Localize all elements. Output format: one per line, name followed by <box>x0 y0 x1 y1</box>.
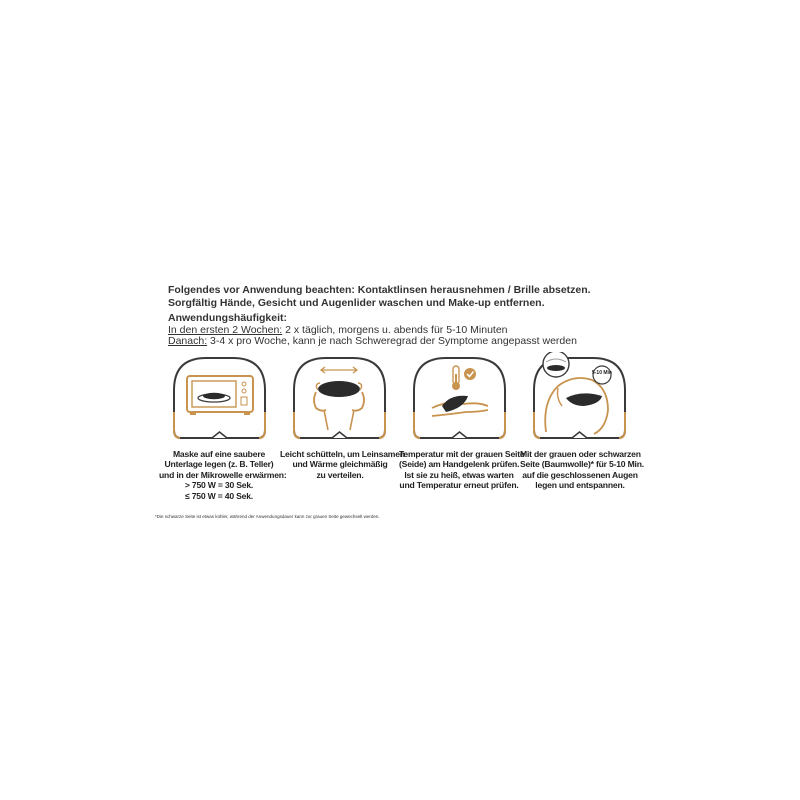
timer-badge-label: 5-10 Min <box>591 370 613 376</box>
step-1-card <box>168 352 271 442</box>
step-2-line-2: und Wärme gleichmäßig <box>292 459 388 470</box>
intro-line-1: Folgendes vor Anwendung beachten: Kontaktlinsen herausnehmen / Brille absetzen. <box>168 284 591 296</box>
step-2-caption <box>280 449 405 480</box>
microwave-icon <box>168 352 271 442</box>
step-4-caption <box>520 449 644 491</box>
step-4-line-2: Seite (Baumwolle)* für 5-10 Min. <box>520 459 644 470</box>
intro-section <box>168 284 648 310</box>
step-1-line-5: ≤ 750 W = 40 Sek. <box>185 490 253 501</box>
frequency-row-1-text: 2 x täglich, morgens u. abends für 5-10 Minuten <box>282 323 508 336</box>
step-3-line-1: Temperatur mit der grauen Seite <box>399 449 525 459</box>
footnote: *Die schwarze Seite ist etwas kühler, während der Anwendungsdauer kann zur grauen Seite gewechselt werden. <box>155 514 380 519</box>
step-1-line-2: Unterlage legen (z. B. Teller) <box>164 459 274 470</box>
shake-mask-icon <box>288 352 391 442</box>
step-3-line-3: Ist sie zu heiß, etwas warten <box>404 469 514 480</box>
frequency-heading: Anwendungshäufigkeit: <box>168 312 287 324</box>
frequency-row-2-label: Danach: <box>168 335 208 347</box>
step-3-card <box>408 352 511 442</box>
step-3-caption <box>399 449 525 491</box>
step-2-line-3: zu verteilen. <box>316 469 364 480</box>
step-1-line-1: Maske auf eine saubere <box>172 449 266 459</box>
step-1-caption <box>159 449 287 501</box>
step-1-line-4: > 750 W = 30 Sek. <box>184 480 254 491</box>
step-1-line-3: und in der Mikrowelle erwärmen: <box>159 469 287 480</box>
step-4-card <box>528 352 631 442</box>
step-2-line-1: Leicht schütteln, um Leinsamen <box>280 449 405 459</box>
step-4-line-4: legen und entspannen. <box>535 480 625 491</box>
frequency-section <box>168 313 648 348</box>
step-3-line-2: (Seide) am Handgelenk prüfen. <box>399 459 520 470</box>
step-2-card <box>288 352 391 442</box>
step-4-line-1: Mit der grauen oder schwarzen <box>520 449 641 459</box>
intro-line-2: Sorgfältig Hände, Gesicht und Augenlider waschen und Make-up entfernen. <box>168 297 545 309</box>
frequency-row-2 <box>168 336 648 348</box>
wrist-temperature-icon <box>408 352 511 442</box>
step-3-line-4: und Temperatur erneut prüfen. <box>399 480 519 491</box>
face-eye-mask-icon <box>528 352 631 442</box>
frequency-row-1-label: In den ersten 2 Wochen: <box>168 323 283 336</box>
frequency-row-2-text: 3-4 x pro Woche, kann je nach Schweregrad der Symptome angepasst werden <box>207 335 577 347</box>
step-4-line-3: auf die geschlossenen Augen <box>522 469 638 480</box>
